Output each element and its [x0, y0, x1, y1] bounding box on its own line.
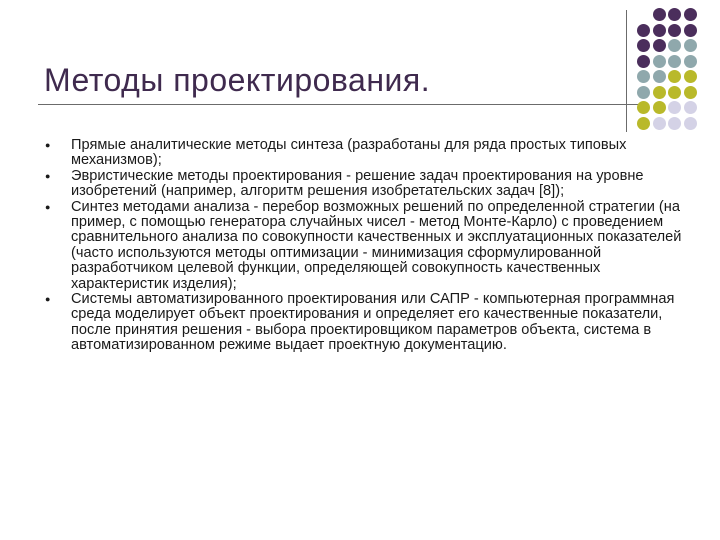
slide-title: Методы проектирования.	[44, 62, 431, 98]
dot-lavender	[684, 101, 697, 114]
dot-purple	[637, 24, 650, 37]
dot-olive	[637, 117, 650, 130]
decorative-dot-grid	[637, 8, 697, 130]
bullet-text: Системы автоматизированного проектирования или САПР - компьютерная программная среда моделирует объект проектирования и определяет его качественные показатели, после принятия решения - выбора проектировщиком параметров объекта, система в автоматизированном режиме выдает проектную документацию.	[71, 291, 675, 354]
bullet-text: Эвристические методы проектирования - решение задач проектирования на уровне изобретений (например, алгоритм решения изобретательских задач [8]);	[71, 167, 644, 200]
bullet-item	[44, 292, 684, 354]
dot-lavender	[653, 117, 666, 130]
bullet-item	[44, 138, 684, 169]
dot-olive	[684, 70, 697, 83]
bullet-text: Синтез методами анализа - перебор возможных решений по определенной стратегии (на пример, с помощью генератора случайных чисел - метод Монте-Карло) с проведением сравнительного анализа по совокупности качественных и эксплуатационных показателей (часто используются методы оптимизации - минимизация сформулированной разработчиком целевой функции, определяющей совокупность качественных характеристик изделия);	[71, 198, 682, 292]
dot-purple	[653, 24, 666, 37]
dot-teal	[637, 70, 650, 83]
dot-purple	[637, 55, 650, 68]
dot-lavender	[684, 117, 697, 130]
dot-teal	[653, 70, 666, 83]
dot-empty	[637, 8, 650, 21]
dot-purple	[668, 8, 681, 21]
vertical-divider	[626, 10, 627, 132]
dot-purple	[653, 8, 666, 21]
dot-olive	[668, 70, 681, 83]
dot-purple	[653, 39, 666, 52]
bullet-text: Прямые аналитические методы синтеза (разработаны для ряда простых типовых механизмов);	[71, 137, 627, 169]
bullet-dot-icon: ●	[45, 140, 51, 150]
dot-olive	[653, 101, 666, 114]
dot-olive	[637, 101, 650, 114]
bullet-dot-icon: ●	[45, 294, 51, 305]
bullet-dot-icon: ●	[45, 201, 51, 212]
dot-lavender	[668, 101, 681, 114]
dot-olive	[684, 86, 697, 99]
dot-purple	[684, 24, 697, 37]
dot-teal	[684, 55, 697, 68]
dot-purple	[684, 8, 697, 21]
dot-olive	[668, 86, 681, 99]
bullet-item	[44, 200, 684, 292]
dot-olive	[653, 86, 666, 99]
dot-purple	[637, 39, 650, 52]
dot-teal	[653, 55, 666, 68]
dot-lavender	[668, 117, 681, 130]
bullet-dot-icon: ●	[45, 170, 51, 181]
dot-teal	[668, 39, 681, 52]
bullet-item	[44, 169, 684, 200]
bullet-list	[44, 138, 684, 354]
dot-teal	[637, 86, 650, 99]
dot-teal	[668, 55, 681, 68]
dot-purple	[668, 24, 681, 37]
dot-teal	[684, 39, 697, 52]
title-underline	[38, 104, 638, 105]
